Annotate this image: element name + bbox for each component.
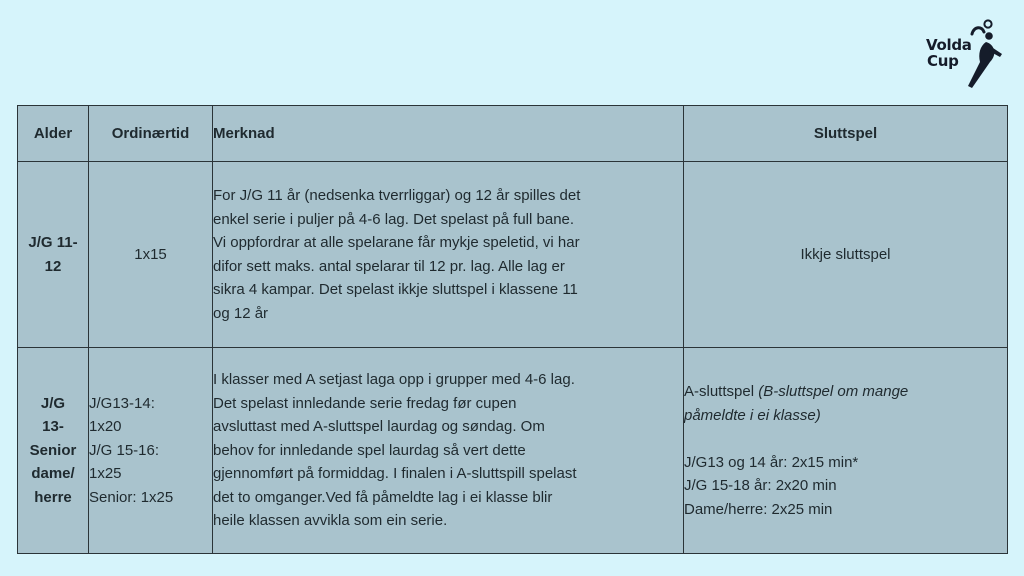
time-line: 1x25 xyxy=(89,465,122,483)
note-line: Vi oppfordrar at alle spelarane får mykje speletid, vi har xyxy=(213,234,580,251)
playoff-line xyxy=(684,380,1007,404)
time-line: 1x20 xyxy=(89,418,122,436)
time-line: J/G13-14: xyxy=(89,394,155,412)
time-line: J/G 15-16: xyxy=(89,441,160,459)
note-line: det to omganger.Ved få påmeldte lag i ei klasse blir xyxy=(213,488,553,506)
playoff-note-italic: (B-sluttspel om mange xyxy=(758,383,909,400)
note-line: difor sett maks. antal spelarar til 12 pr. lag. Alle lag er xyxy=(213,257,565,275)
note-line: gjennomført på formiddag. I finalen i A-sluttspill spelast xyxy=(213,465,577,483)
note-line: heile klassen avvikla som ein serie. xyxy=(213,512,448,530)
note-line: For J/G 11 år (nedsenka tverrliggar) og 12 år spilles det xyxy=(213,187,581,204)
age-line: J/G 11- xyxy=(28,234,78,251)
playoff-text: Ikkje sluttspel xyxy=(800,245,891,263)
age-line: herre xyxy=(34,488,72,506)
player-icon xyxy=(956,18,1010,92)
table-row xyxy=(18,348,1008,554)
playoff-time-line: J/G 15-18 år: 2x20 min xyxy=(684,477,837,494)
age-line: 13- xyxy=(42,418,64,436)
note-line: sikra 4 kampar. Det spelast ikkje sluttspel i klassene 11 xyxy=(213,281,578,298)
playoff-time-line: Dame/herre: 2x25 min xyxy=(684,500,833,518)
age-line: Senior xyxy=(29,441,77,459)
spacer xyxy=(684,427,1007,451)
note-cell xyxy=(213,348,684,554)
time-line: Senior: 1x25 xyxy=(89,488,174,506)
age-cell xyxy=(18,162,89,348)
header-sluttspel: Sluttspel xyxy=(684,106,1008,162)
header-merknad: Merknad xyxy=(213,106,684,162)
volda-cup-logo xyxy=(926,18,1010,92)
note-line: Det spelast innledande serie fredag før cupen xyxy=(213,394,517,412)
note-line: og 12 år xyxy=(213,304,269,322)
note-line: I klasser med A setjast laga opp i grupper med 4-6 lag. xyxy=(213,371,575,389)
age-line: 12 xyxy=(44,257,62,275)
note-cell xyxy=(213,162,684,348)
schedule-table xyxy=(17,105,1008,554)
time-cell xyxy=(89,348,213,554)
playoff-cell xyxy=(684,162,1008,348)
note-line: enkel serie i puljer på 4-6 lag. Det spelast på full bane. xyxy=(213,210,575,228)
note-line: behov for innledande spel laurdag så vert dette xyxy=(213,441,526,459)
playoff-main-text: A-sluttspel xyxy=(684,383,759,400)
table-header-row xyxy=(18,106,1008,162)
header-ordinaertid: Ordinærtid xyxy=(89,106,213,162)
age-line: J/G xyxy=(40,394,66,412)
time-line: 1x15 xyxy=(134,245,167,263)
time-cell xyxy=(89,162,213,348)
note-line: avsluttast med A-sluttspel laurdag og søndag. Om xyxy=(213,418,545,436)
playoff-time-line: J/G13 og 14 år: 2x15 min* xyxy=(684,453,859,471)
age-line: dame/ xyxy=(31,465,75,483)
age-cell xyxy=(18,348,89,554)
logo-text-volda: Volda xyxy=(926,36,972,54)
playoff-cell xyxy=(684,348,1008,554)
header-alder: Alder xyxy=(18,106,89,162)
playoff-note-italic: påmeldte i ei klasse) xyxy=(684,406,821,424)
logo-text-cup: Cup xyxy=(927,52,959,70)
table-row xyxy=(18,162,1008,348)
